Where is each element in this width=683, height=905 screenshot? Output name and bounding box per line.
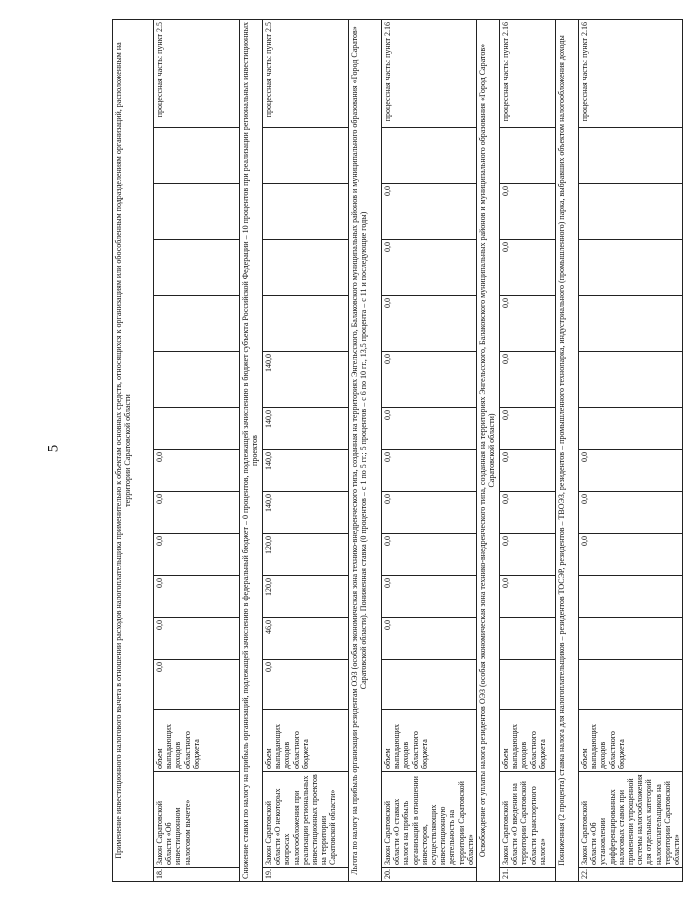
value-cell: 0,0 bbox=[579, 450, 683, 492]
value-cell: 0,0 bbox=[382, 618, 477, 660]
value-cell: 0,0 bbox=[382, 576, 477, 618]
section-header-text: Освобождение от уплаты налога резидентов ОЭЗ (особая экономическая зона технико-внедренческого типа, созданная на территориях Энгельсского, Балаковского муниципальных районов и муниципального образования «Город Саратов» Саратовской области) bbox=[477, 20, 500, 882]
value-cell: 0,0 bbox=[500, 450, 556, 492]
value-cell: 0,0 bbox=[500, 534, 556, 576]
value-cell: 0,0 bbox=[382, 450, 477, 492]
value-cell: 0,0 bbox=[382, 240, 477, 296]
table-row-21 bbox=[500, 20, 556, 882]
program-note: процессная часть: пункт 2.5 bbox=[154, 20, 240, 128]
value-cell: 0,0 bbox=[382, 534, 477, 576]
row-number: 21. bbox=[500, 868, 556, 882]
value-cell: 0,0 bbox=[154, 618, 240, 660]
value-cell: 120,0 bbox=[263, 576, 349, 618]
section-header-22 bbox=[556, 20, 579, 882]
value-cell: 0,0 bbox=[500, 184, 556, 240]
value-cell: 0,0 bbox=[154, 576, 240, 618]
value-cell: 0,0 bbox=[154, 450, 240, 492]
value-cell bbox=[263, 184, 349, 240]
program-note: процессная часть: пункт 2.16 bbox=[382, 20, 477, 128]
table-row-18 bbox=[154, 20, 240, 882]
row-number: 20. bbox=[382, 868, 477, 882]
value-cell: 140,0 bbox=[263, 492, 349, 534]
indicator: объем выпадающих доходов областного бюджета bbox=[579, 710, 683, 772]
value-cell bbox=[263, 296, 349, 352]
value-cell: 0,0 bbox=[500, 352, 556, 408]
value-cell: 46,0 bbox=[263, 618, 349, 660]
section-header-18 bbox=[113, 20, 154, 882]
value-cell: 0,0 bbox=[382, 184, 477, 240]
value-cell bbox=[263, 240, 349, 296]
value-cell bbox=[500, 618, 556, 660]
value-cell bbox=[154, 408, 240, 450]
value-cell bbox=[154, 240, 240, 296]
value-cell bbox=[500, 660, 556, 710]
program-note: процессная часть: пункт 2.16 bbox=[500, 20, 556, 128]
value-cell bbox=[154, 184, 240, 240]
value-cell bbox=[382, 660, 477, 710]
value-cell: 0,0 bbox=[500, 492, 556, 534]
indicator: объем выпадающих доходов областного бюджета bbox=[382, 710, 477, 772]
indicator: объем выпадающих доходов областного бюджета bbox=[263, 710, 349, 772]
value-cell: 120,0 bbox=[263, 534, 349, 576]
value-cell: 0,0 bbox=[500, 408, 556, 450]
indicator: объем выпадающих доходов областного бюджета bbox=[154, 710, 240, 772]
value-cell bbox=[579, 618, 683, 660]
law-name: Закон Саратовской области «О введении на территории Саратовской области транспортного налога» bbox=[500, 772, 556, 868]
value-cell: 0,0 bbox=[154, 534, 240, 576]
indicator: объем выпадающих доходов областного бюджета bbox=[500, 710, 556, 772]
value-cell bbox=[154, 296, 240, 352]
table-row-19 bbox=[263, 20, 349, 882]
table-row-22 bbox=[579, 20, 683, 882]
value-cell: 0,0 bbox=[500, 296, 556, 352]
program-note: процессная часть: пункт 2.5 bbox=[263, 20, 349, 128]
section-header-text: Применение инвестиционного налогового вычета в отношении расходов налогоплательщика применительно к объектам основных средств, относящихся к организациям или обособленным подразделениям организаций, расположенным на территории Саратовской области bbox=[113, 20, 154, 882]
row-number: 18. bbox=[154, 868, 240, 882]
section-header-19 bbox=[240, 20, 263, 882]
value-cell: 0,0 bbox=[154, 660, 240, 710]
value-cell: 0,0 bbox=[154, 492, 240, 534]
tax-expenditure-table bbox=[112, 19, 683, 882]
value-cell bbox=[579, 408, 683, 450]
value-cell: 140,0 bbox=[263, 352, 349, 408]
law-name: Закон Саратовской области «О ставках налога на прибыль организаций в отношении инвесторов, осуществляющих инвестиционную деятельность на территории Саратовской области» bbox=[382, 772, 477, 868]
value-cell bbox=[579, 240, 683, 296]
value-cell: 0,0 bbox=[500, 240, 556, 296]
page-number: 5 bbox=[45, 444, 62, 453]
row-number: 22. bbox=[579, 868, 683, 882]
section-header-20 bbox=[349, 20, 382, 882]
law-name: Закон Саратовской области «О некоторых вопросах налогообложения при реализации региональных инвестиционных проектов на территории Саратовской области» bbox=[263, 772, 349, 868]
value-cell: 0,0 bbox=[263, 660, 349, 710]
law-name: Закон Саратовской области «Об инвестиционном налоговом вычете» bbox=[154, 772, 240, 868]
value-cell: 0,0 bbox=[382, 492, 477, 534]
value-cell bbox=[579, 660, 683, 710]
value-cell bbox=[579, 352, 683, 408]
value-cell bbox=[579, 184, 683, 240]
section-header-text: Снижение ставки по налогу на прибыль организаций, подлежащей зачислению в федеральный бюджет – 0 процентов, подлежащей зачислению в бюджет субъекта Российской Федерации – 10 процентов при реализации региональных инвестиционных проектов bbox=[240, 20, 263, 882]
value-cell: 0,0 bbox=[500, 576, 556, 618]
value-cell bbox=[579, 296, 683, 352]
row-number: 19. bbox=[263, 868, 349, 882]
law-name: Закон Саратовской области «Об установлении дифференцированных налоговых ставок при применении упрощенной системы налогообложения для отдельных категорий налогоплательщиков на территории Саратовской области» bbox=[579, 772, 683, 868]
program-note: процессная часть: пункт 2.16 bbox=[579, 20, 683, 128]
value-cell: 0,0 bbox=[579, 492, 683, 534]
section-header-21 bbox=[477, 20, 500, 882]
value-cell bbox=[579, 576, 683, 618]
section-header-text: Пониженная (2 процента) ставка налога для налогоплательщиков – резидентов ТОСЭР, резидентов – ТВОЭЗ, резидентов – промышленного технопарка, индустриального (промышленного) парка, выбравших объектом налогообложения доходы bbox=[556, 20, 579, 882]
value-cell: 140,0 bbox=[263, 450, 349, 492]
section-header-text: Льгота по налогу на прибыль организации резидентам ОЭЗ (особая экономическая зона технико-внедренческого типа, созданная на территориях Энгельсского, Балаковского муниципальных районов и муниципального образования «Город Саратов» Саратовской области). Пониженная ставка (0 процентов – с 1 по 5 гг.; 5 процентов – с 6 по 10 гг., 13,5 процента – с 11 и последующие годы) bbox=[349, 20, 382, 882]
value-cell bbox=[154, 352, 240, 408]
value-cell: 0,0 bbox=[382, 408, 477, 450]
table-row-20 bbox=[382, 20, 477, 882]
rotated-table-sheet bbox=[112, 20, 682, 882]
value-cell: 140,0 bbox=[263, 408, 349, 450]
value-cell: 0,0 bbox=[382, 352, 477, 408]
value-cell: 0,0 bbox=[382, 296, 477, 352]
value-cell: 0,0 bbox=[579, 534, 683, 576]
